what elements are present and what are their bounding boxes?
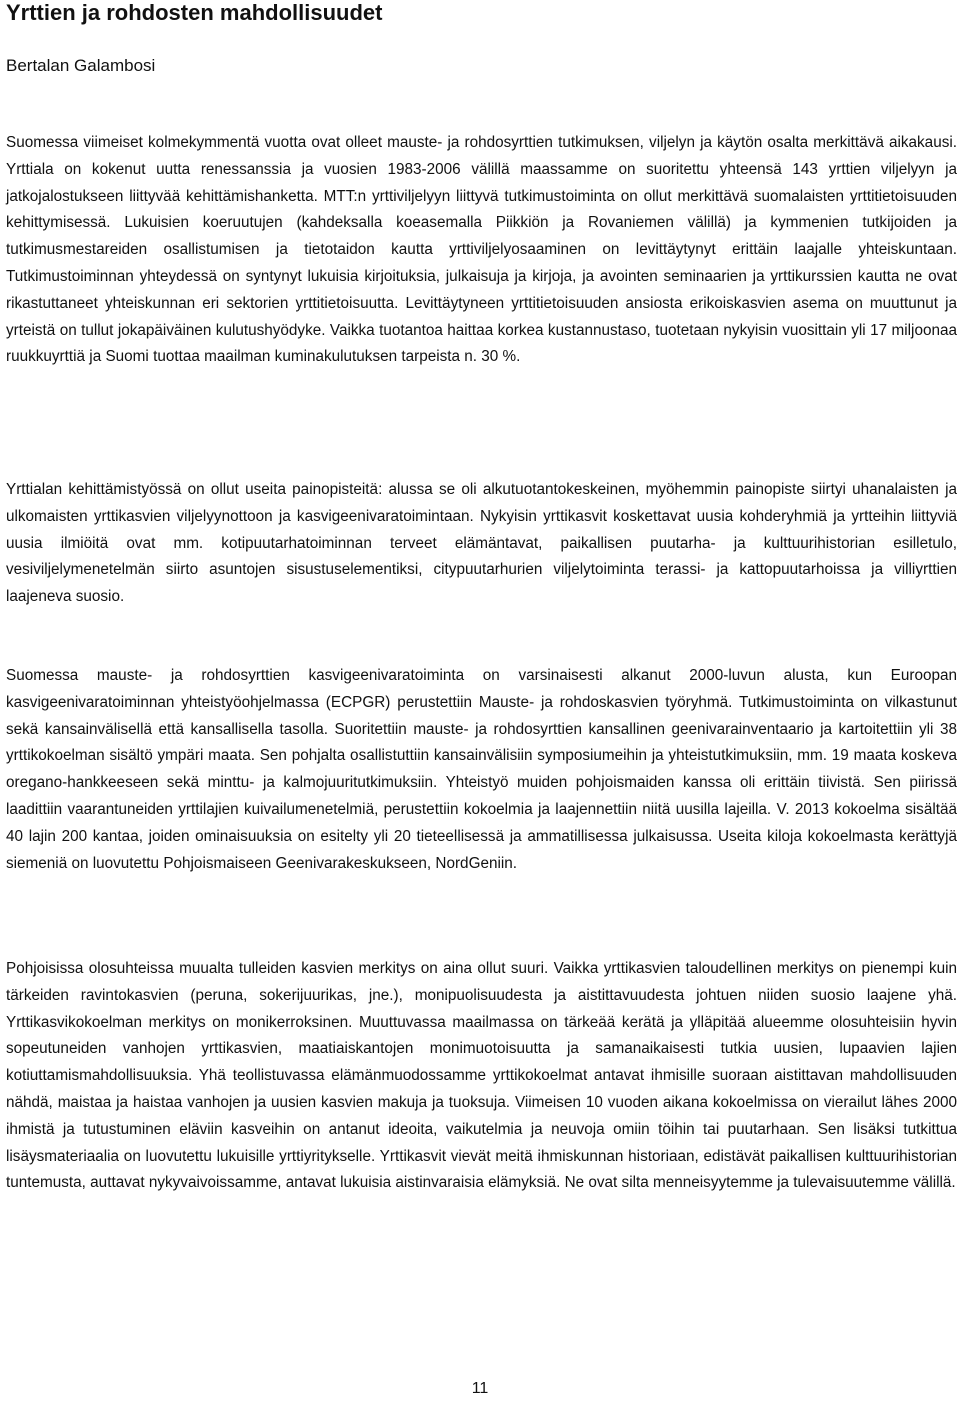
page-number: 11: [471, 1380, 489, 1397]
body-paragraph-2: Yrttialan kehittämistyössä on ollut useita painopisteitä: alussa se oli alkutuotantokeskeinen, myöhemmin painopiste siirtyi uhanalaisten ja ulkomaisten yrttikasvien viljelyynottoon ja kasvigeenivaratoimintaan. Nykyisin yrttikasvit koskettavat uusia kohderyhmiä ja yrtteihin liittyviä uusia ilmiöitä ovat mm. kotipuutarhatoiminnan terveet elämäntavat, paikallisen puutarha- ja kulttuurihistorian esilletulo, vesiviljelymenetelmän siirto asuntojen sisustuselementiksi, citypuutarhurien viljelytoiminta terassi- ja kattopuutarhoissa ja villiyrttien laajeneva suosio.: [6, 481, 957, 606]
author-name: Bertalan Galambosi: [6, 56, 156, 75]
page-title: Yrttien ja rohdosten mahdollisuudet: [6, 0, 383, 25]
body-paragraph-3: Suomessa mauste- ja rohdosyrttien kasvigeenivaratoiminta on varsinaisesti alkanut 2000-luvun alusta, kun Euroopan kasvigeenivaratoiminnan yhteistyöohjelmassa (ECPGR) perustettiin Mauste- ja rohdoskasvien työryhmä. Tutkimustoiminta on vilkastunut sekä kansainvälisellä että kansallisella tasolla. Suoritettiin mauste- ja rohdosyrttien kansallinen geenivarainventaario ja kartoitettiin yli 38 yrttikokoelman sisältö ympäri maata. Sen pohjalta osallistuttiin kansainvälisiin symposiumeihin ja yhteistutkimuksiin, mm. 19 maata koskeva oregano-hankkeeseen sekä minttu- ja kalmojuuritutkimuksiin. Yhteistyö muiden pohjoismaiden kanssa oli erittäin tiivistä. Sen piirissä laadittiin vaarantuneiden yrttilajien kuivailumenetelmiä, perustettiin kokoelmia ja laajennettiin niitä uusilla lajeilla. V. 2013 kokoelma sisältää 40 lajin 200 kantaa, joiden ominaisuuksia on esitelty yli 20 tieteellisessä ja ammatillisessa julkaisussa. Useita kiloja kokoelmasta kerättyjä siemeniä on luovutettu Pohjoismaiseen Geenivarakeskukseen, NordGeniin.: [6, 667, 957, 872]
body-paragraph-1: Suomessa viimeiset kolmekymmentä vuotta ovat olleet mauste- ja rohdosyrttien tutkimuksen, viljelyn ja käytön osalta merkittävä aikakausi. Yrttiala on kokenut uutta renessanssia ja vuosien 1983-2006 välillä maassamme on suoritettu yhteensä 143 yrttien viljelyyn ja jatkojalostukseen liittyvää kehittämishanketta. MTT:n yrttiviljelyyn liittyvä tutkimustoiminta on ollut merkittävä suomalaisten yrttitietoisuuden kehittymisessä. Lukuisien koeruutujen (kahdeksalla koeasemalla Piikkiön ja Rovaniemen välillä) ja kymmenien tutkijoiden ja tutkimusmestareiden osallistumisen ja tietotaidon kautta yrttiviljelyosaaminen on levittäytynyt erittäin laajalle yhteiskuntaan. Tutkimustoiminnan yhteydessä on syntynyt lukuisia kirjoituksia, julkaisuja ja kirjoja, ja avointen seminaarien ja yrttikurssien kautta ne ovat rikastuttaneet yhteiskunnan eri sektorien yrttitietoisuutta. Levittäytyneen yrttitietoisuuden ansiosta erikoiskasvien asema on muuttunut ja yrteistä on tullut jokapäiväinen kulutushyödyke. Vaikka tuotantoa haittaa korkea kustannustaso, tuotetaan nykyisin vuosittain yli 17 miljoonaa ruukkuyrttiä ja Suomi tuottaa maailman kuminakulutuksen tarpeista n. 30 %.: [6, 134, 957, 366]
body-paragraph-4: Pohjoisissa olosuhteissa muualta tulleiden kasvien merkitys on aina ollut suuri. Vaikka yrttikasvien taloudellinen merkitys on pienempi kuin tärkeiden ravintokasvien (peruna, sokerijuurikas, jne.), monipuolisuudesta ja aistittavuudesta johtuen niiden suosio laajene yhä. Yrttikasvikokoelman merkitys on monikerroksinen. Muuttuvassa maailmassa on tärkeää kerätä ja ylläpitää alueemme olosuhteisiin hyvin sopeutuneiden vanhojen yrttikasvien, maatiaiskantojen monimuotoisuutta ja samanaikaisesti tutkia uusien, lupaavien lajien kotiuttamismahdollisuuksia. Yhä teollistuvassa elämänmuodossamme yrttikokoelmat antavat ihmisille suoraan aistittavan mahdollisuuden nähdä, maistaa ja haistaa vanhojen ja uusien kasvien makuja ja tuoksuja. Viimeisen 10 vuoden aikana kokoelmissa on vierailut lähes 2000 ihmistä ja tutustuminen eläviin kasveihin on antanut ideoita, vaikutelmia ja neuvoja omiin töihin tai puutarhaan. Sen lisäksi tutkittua lisäysmateriaalia on luovutettu lukuisille yrttiyritykselle. Yrttikasvit vievät meitä ihmiskunnan historiaan, edistävät paikallisen kulttuurihistorian tuntemusta, auttavat nykyvaivoissamme, antavat lukuisia aistinvaraisia elämyksiä. Ne ovat silta menneisyytemme ja tulevaisuutemme välillä.: [6, 960, 957, 1192]
